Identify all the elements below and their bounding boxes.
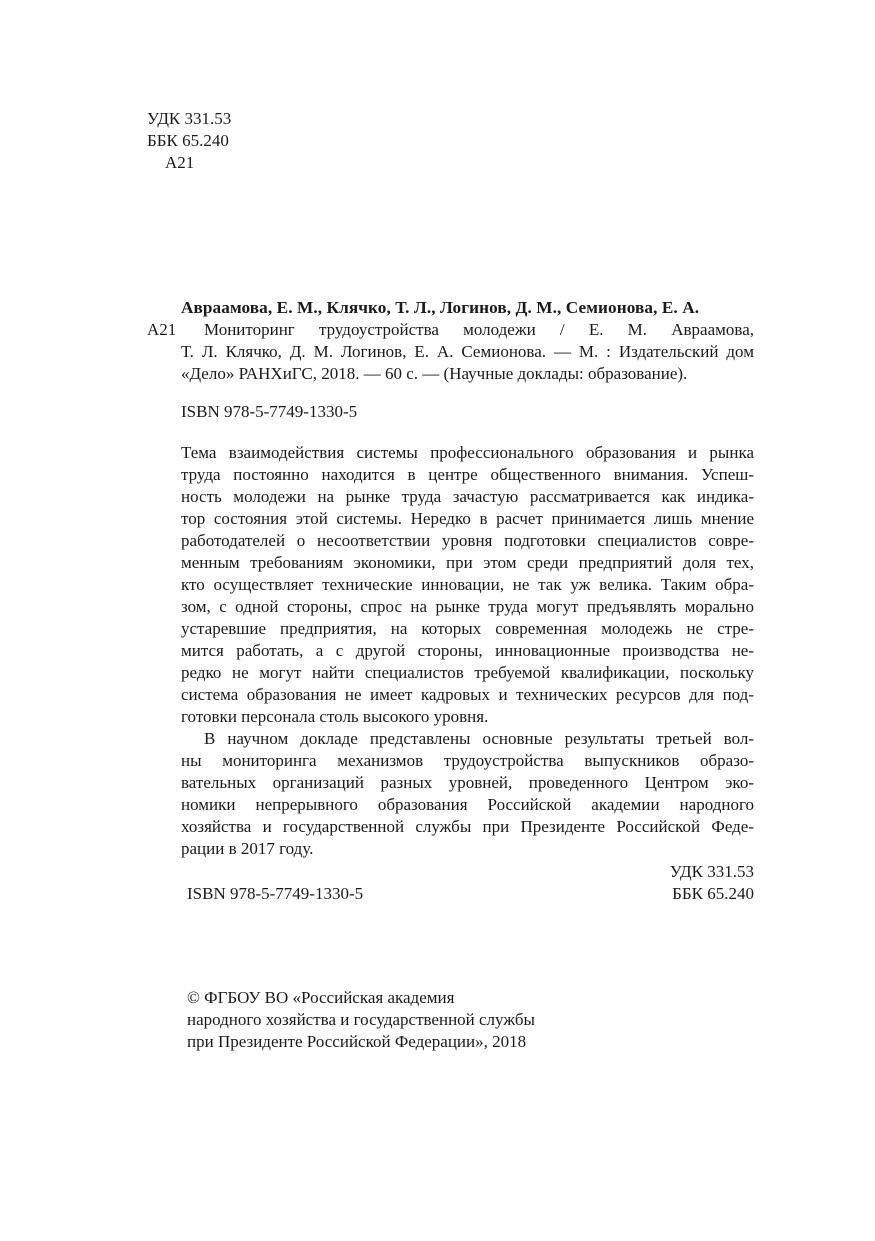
abstract-line: ны мониторинга механизмов трудоустройства выпускников образо- [181, 751, 754, 770]
abstract-line: хозяйства и государственной службы при Президенте Российской Феде- [181, 817, 754, 836]
abstract-line: кто осуществляет технические инновации, не так уж велика. Таким обра- [181, 575, 754, 594]
citation-text [181, 319, 754, 385]
abstract [181, 442, 754, 860]
citation-line: «Дело» РАНХиГС, 2018. — 60 с. — (Научные доклады: образование). [181, 364, 688, 383]
copyright-line: © ФГБОУ ВО «Российская академия [187, 988, 455, 1007]
copyright-notice [187, 987, 535, 1053]
citation-line: Мониторинг трудоустройства молодежи / Е. М. Авраамова, [204, 320, 754, 339]
abstract-line: рации в 2017 году. [181, 839, 314, 858]
abstract-line: работодателей о несоответствии уровня подготовки специалистов совре- [181, 531, 754, 550]
abstract-line: Тема взаимодействия системы профессионального образования и рынка [181, 443, 754, 462]
citation-author-mark: А21 [147, 320, 177, 339]
abstract-line: ность молодежи на рынке труда зачастую рассматривается как индика- [181, 487, 754, 506]
abstract-line: редко не могут найти специалистов требуемой квалификации, поскольку [181, 663, 754, 682]
author-mark: А21 [165, 153, 195, 172]
footer-udk: УДК 331.53 [669, 862, 754, 881]
footer-isbn: ISBN 978-5-7749-1330-5 [187, 884, 364, 903]
bbk-code: ББК 65.240 [147, 131, 229, 150]
abstract-line: менным требованиям экономики, при этом среди предприятий доля тех, [181, 553, 754, 572]
footer-bbk: ББК 65.240 [672, 884, 754, 903]
abstract-line: готовки персонала столь высокого уровня. [181, 707, 489, 726]
footer-classification [670, 861, 754, 905]
udk-code: УДК 331.53 [147, 109, 232, 128]
abstract-line: номики непрерывного образования Российской академии народного [181, 795, 754, 814]
abstract-line: В научном докладе представлены основные результаты третьей вол- [204, 729, 754, 748]
authors-heading: Авраамова, Е. М., Клячко, Т. Л., Логинов, Д. М., Семионова, Е. А. [181, 298, 700, 317]
abstract-line: труда постоянно находится в центре общественного внимания. Успеш- [181, 465, 754, 484]
isbn: ISBN 978-5-7749-1330-5 [181, 402, 358, 421]
abstract-line: система образования не имеет кадровых и технических ресурсов для под- [181, 685, 754, 704]
classification-block [147, 108, 231, 174]
copyright-line: народного хозяйства и государственной службы [187, 1010, 535, 1029]
abstract-line: устаревшие предприятия, на которых современная молодежь не стре- [181, 619, 754, 638]
abstract-line: зом, с одной стороны, спрос на рынке труда могут предъявлять морально [181, 597, 754, 616]
copyright-line: при Президенте Российской Федерации», 2018 [187, 1032, 527, 1051]
abstract-line: тор состояния этой системы. Нередко в расчет принимается лишь мнение [181, 509, 754, 528]
abstract-line: мится работать, а с другой стороны, инновационные производства не- [181, 641, 754, 660]
citation-line: Т. Л. Клячко, Д. М. Логинов, Е. А. Семионова. — М. : Издательский дом [181, 342, 754, 361]
abstract-line: вательных организаций разных уровней, проведенного Центром эко- [181, 773, 754, 792]
